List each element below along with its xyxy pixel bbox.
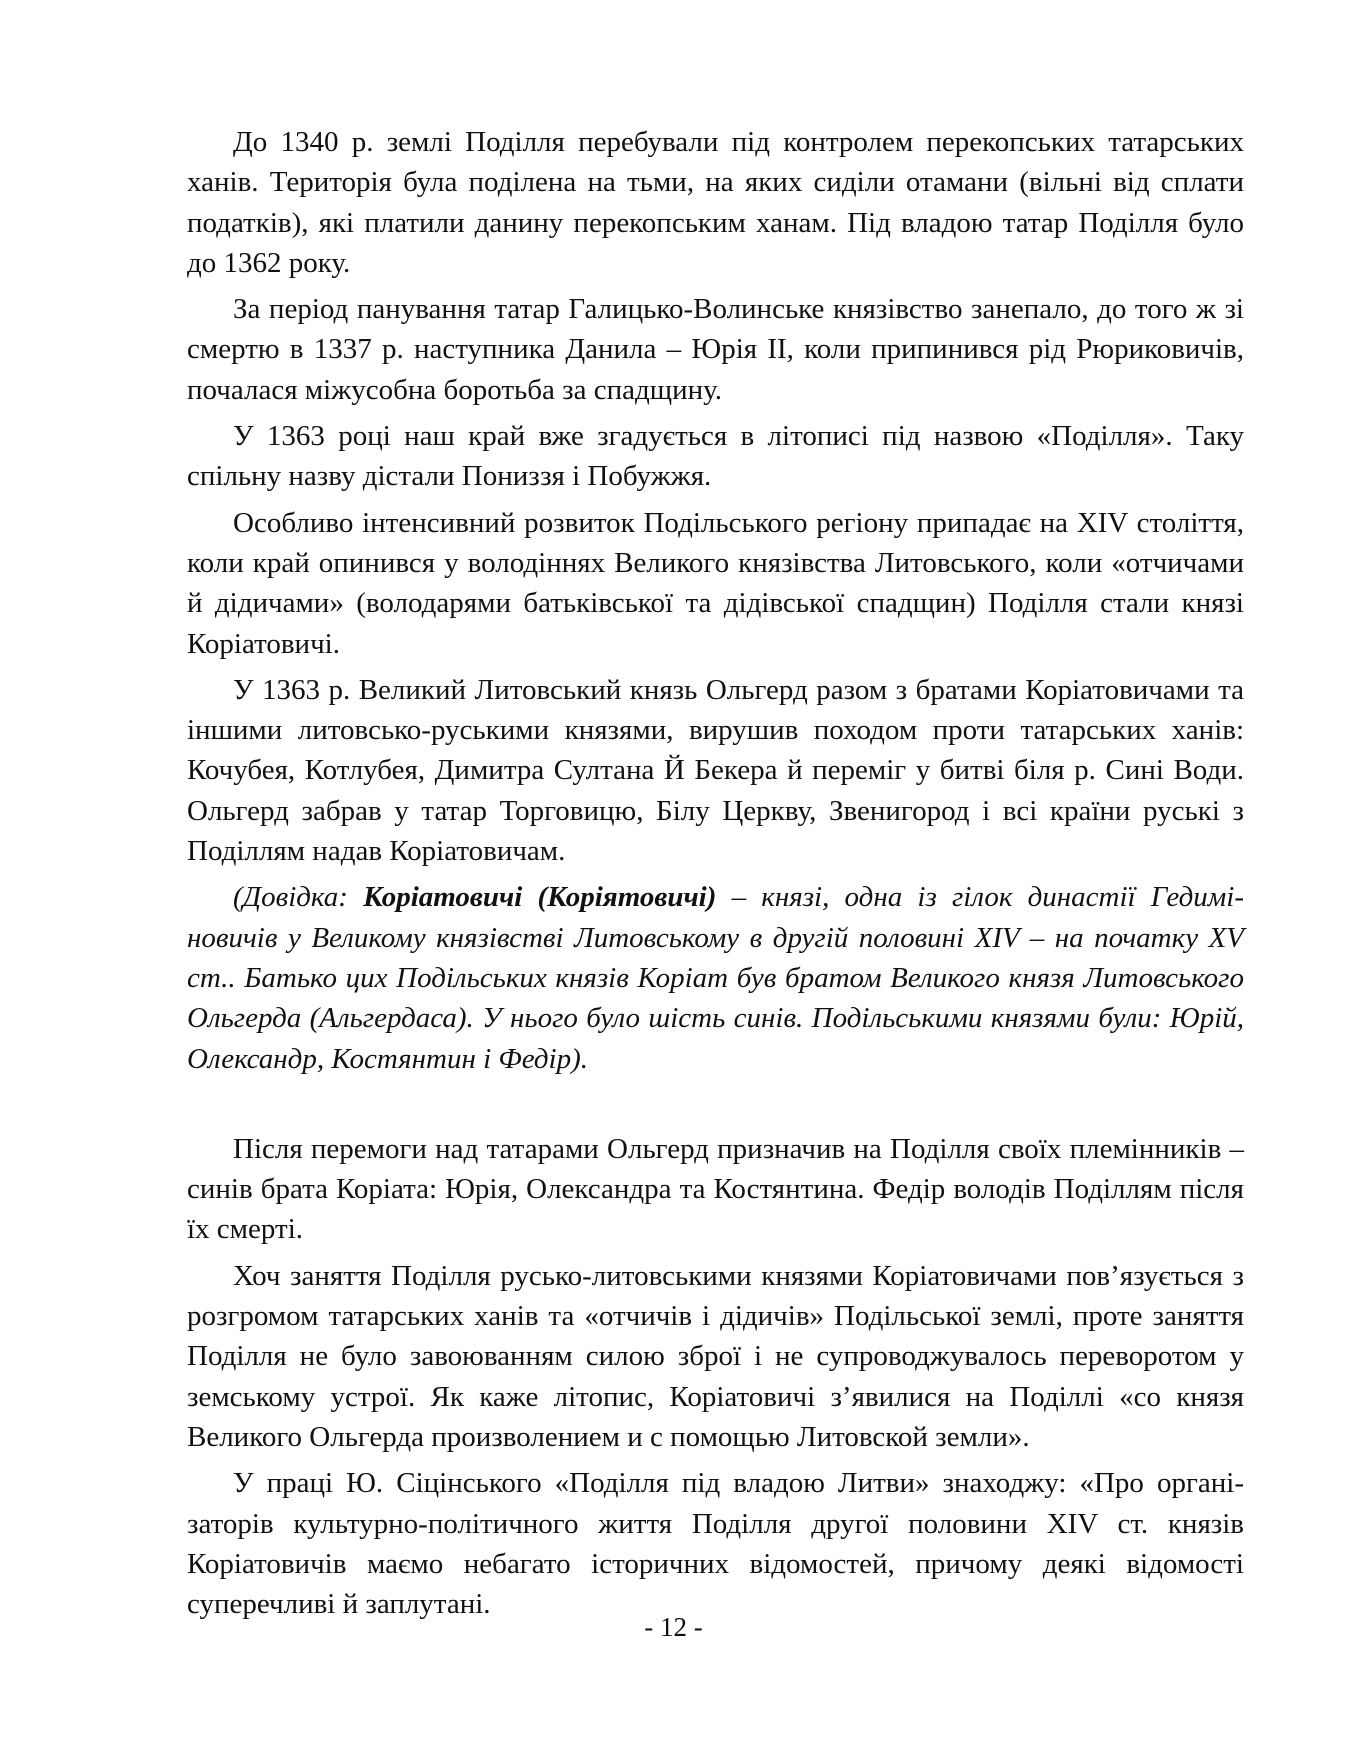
reference-note	[187, 877, 1244, 1078]
paragraph: До 1340 р. землі Поділля перебували під контролем перекопських татарських ханів. Територія була поділена на тьми, на яких сиділи отамани (вільні від сплати податків), які платили данину перекопським ханам. Під владою татар Поділля було до 1362 року.	[187, 126, 1244, 279]
paragraph: За період панування татар Галицько-Волинське князівство занепало, до того ж зі смертю в 1337 р. наступника Данила – Юрія ІІ, коли припинився рід Рюриковичів, почалася міжусобна боротьба за спадщину.	[187, 293, 1244, 406]
paragraph: У 1363 році наш край вже згадується в літописі під назвою «Поділля». Таку спільну назву дістали Пониззя і Побужжя.	[187, 420, 1244, 493]
paragraph: Після перемоги над татарами Ольгерд призначив на Поділля своїх племінників – синів брата Коріата: Юрія, Олександра та Костянтина. Федір володів Поділлям після їх смерті.	[187, 1132, 1244, 1246]
paragraph: Хоч заняття Поділля русько-литовськими князями Коріатовичами пов’язується з розгромом татарських ханів та «отчичів і дідичів» Подільської землі, проте заняття Поділля не було завоюванням силою зброї і не супроводжувалось переворотом у земському устрої. Як каже літопис, Коріатовичі з’явилися на Поділлі «со князя Великого Ольгерда произволением и с помощью Литовской земли».	[187, 1259, 1244, 1453]
note-prefix: (Довідка:	[233, 881, 364, 914]
paragraph: Особливо інтенсивний розвиток Подільського регіону припадає на XIV століття, коли край опинився у володіннях Великого князівства Литовського, коли «отчичами й дідичами» (володарями батьківської та дідівської спадщин) Поділля стали князі Коріатовичі.	[187, 506, 1244, 660]
page-body	[187, 122, 1244, 1630]
note-term: Коріатовичі (Коріятовичі)	[363, 881, 717, 914]
page-number: - 12 -	[644, 1612, 703, 1642]
paragraph: У праці Ю. Сіцінського «Поділля під владою Литви» знаходжу: «Про організаторів культурно-політичного життя Поділля другої половини XIV ст. князів Коріатовичів маємо небагато історичних відомостей, причому деякі відомості суперечливі й заплутані.	[187, 1467, 1244, 1621]
note-body: – князі, одна із гілок династії Гедиміновичів у Великому князівстві Литовському в другій половині XIV – на початку XV ст.. Батько цих Подільських князів Коріат був братом Великого князя Литовського Ольгерда (Альгердаса). У нього було шість синів. Подільськими князями були: Юрій, Олександр, Костянтин і Федір).	[187, 881, 1244, 1075]
paragraph: У 1363 р. Великий Литовський князь Ольгерд разом з братами Коріатовичами та іншими литовсько-руськими князями, вирушив походом проти татарських ханів: Кочубея, Котлубея, Димитра Султана Й Бекера й переміг у битві біля р. Сині Води. Ольгерд забрав у татар Торговицю, Білу Церкву, Звенигород і всі країни руські з Поділлям надав Коріатовичам.	[187, 673, 1244, 868]
